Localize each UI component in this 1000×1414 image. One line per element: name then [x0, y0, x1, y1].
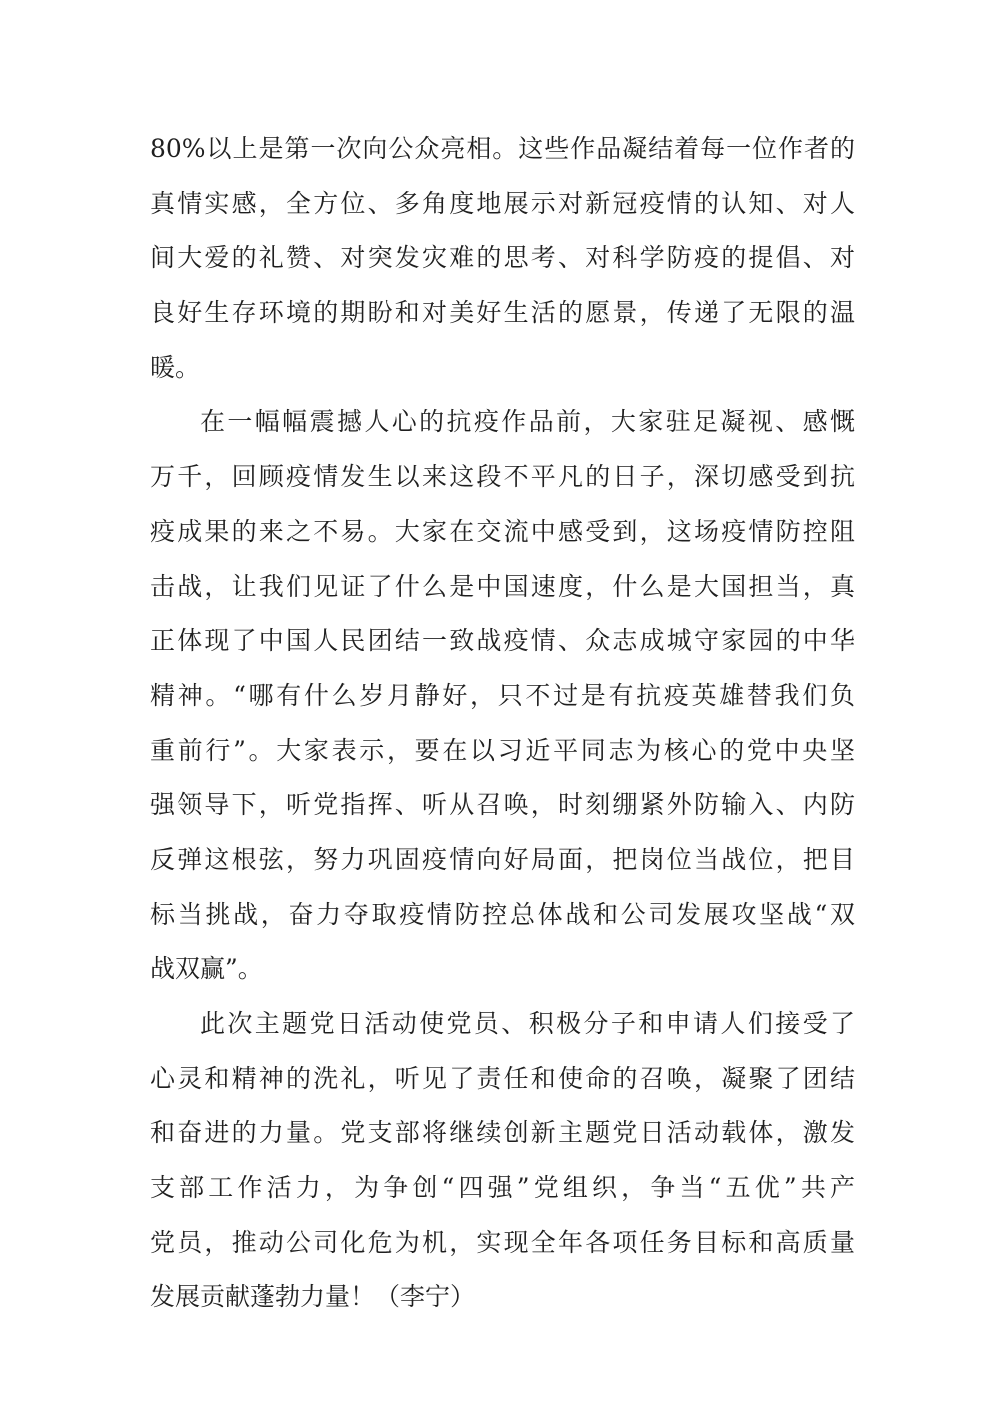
- text-line: 战双赢”。: [150, 954, 263, 984]
- text-line: 精神。“哪有什么岁月静好，只不过是有抗疫英雄替我们负: [150, 680, 855, 710]
- paragraph-1: [150, 122, 855, 395]
- text-line: 真情实感，全方位、多角度地展示对新冠疫情的认知、对人: [150, 188, 855, 218]
- text-line: 正体现了中国人民团结一致战疫情、众志成城守家园的中华: [150, 626, 855, 656]
- text-line: 标当挑战，奋力夺取疫情防控总体战和公司发展攻坚战“双: [150, 899, 855, 929]
- text-line: 和奋进的力量。党支部将继续创新主题党日活动载体，激发: [150, 1118, 855, 1148]
- text-line: 反弹这根弦，努力巩固疫情向好局面，把岗位当战位，把目: [150, 844, 855, 874]
- text-line: 暖。: [150, 352, 201, 382]
- text-line: 重前行”。大家表示，要在以习近平同志为核心的党中央坚: [150, 735, 855, 765]
- paragraph-3: [150, 997, 855, 1325]
- text-line: 疫成果的来之不易。大家在交流中感受到，这场疫情防控阻: [150, 516, 855, 546]
- text-line: 在一幅幅震撼人心的抗疫作品前，大家驻足凝视、感慨: [200, 407, 855, 437]
- text-line: 此次主题党日活动使党员、积极分子和申请人们接受了: [200, 1009, 855, 1038]
- text-line: 支部工作活力，为争创“四强”党组织，争当“五优”共产: [150, 1173, 855, 1203]
- text-line: 发展贡献蓬勃力量！（李宁）: [150, 1282, 476, 1312]
- text-line: 间大爱的礼赞、对突发灾难的思考、对科学防疫的提倡、对: [150, 243, 855, 273]
- text-line: 万千，回顾疫情发生以来这段不平凡的日子，深切感受到抗: [150, 462, 855, 492]
- text-line: 80%以上是第一次向公众亮相。这些作品凝结着每一位作者的: [150, 134, 855, 163]
- paragraph-2: [150, 395, 855, 997]
- text-line: 强领导下，听党指挥、听从召唤，时刻绷紧外防输入、内防: [150, 790, 855, 820]
- text-line: 良好生存环境的期盼和对美好生活的愿景，传递了无限的温: [150, 298, 855, 328]
- text-line: 心灵和精神的洗礼，听见了责任和使命的召唤，凝聚了团结: [150, 1063, 855, 1093]
- document-body: [150, 122, 855, 1325]
- text-line: 击战，让我们见证了什么是中国速度，什么是大国担当，真: [150, 571, 855, 601]
- text-line: 党员，推动公司化危为机，实现全年各项任务目标和高质量: [150, 1227, 855, 1257]
